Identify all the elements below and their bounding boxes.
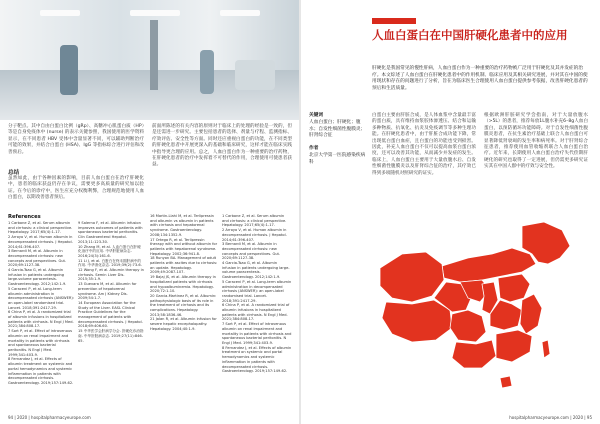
page-footer-right: hospitalpharmacyeurope.com | 2020 | 95 <box>509 415 592 420</box>
map-region-taiwan <box>542 340 550 358</box>
article-title: 人血白蛋白在中国肝硬化患者中的应用 <box>372 28 568 42</box>
body-text-col2-para1: 前面所陈述的有关内容的原则对于临床上的处理的经验是一致的，但是还需进一步研究。主要包括患者的选择、剂量与疗程、监测指标、疗效评估、安全性等方面。同时还应重视白蛋白的功能，在不同类型的肝硬化患者中开展更深入的基础和临床研究，这样才能在临床实践中指导更合理的应用。总之，人血白蛋白作为一种重要的治疗药物，在肝硬化患者的治疗中发挥着不可替代的作用，合理使用可使患者获益。 <box>152 124 292 168</box>
author-label: 作者 <box>309 146 319 152</box>
section-heading: 总结 <box>8 170 20 176</box>
map-region-east-coast <box>520 294 542 334</box>
ceiling-light <box>220 10 260 16</box>
keywords-label: 关键词 <box>309 113 324 118</box>
hospital-bed <box>235 60 275 90</box>
map-region-xinjiang <box>380 252 444 302</box>
body-text-right-col-b: 根据欧洲肝脏研究学会指南，对于大量放腹水（>5L）的患者，推荐每放1L腹水补充6–8g人血白蛋白，以预防循环功能障碍。对于自发性细菌性腹膜炎患者，在抗生素治疗基础上联合人血白蛋白可显著降低肾衰竭的发生率和病死率。对于肝肾综合征患者，推荐使用血管收缩剂联合人血白蛋白治疗。近年来，长期使用人血白蛋白治疗失代偿期肝硬化的研究也取得了一定进展，但仍需更多研究证实其在中国人群中的疗效与安全性。 <box>484 113 588 170</box>
keywords-text: 人血白蛋白；肝硬化；腹水；自发性细菌性腹膜炎；肝肾综合征 <box>309 119 366 139</box>
corridor-pillar <box>150 20 158 90</box>
map-region-south <box>496 330 532 362</box>
map-region-hainan <box>500 376 512 388</box>
category-tag <box>372 18 416 24</box>
map-region-yunnan-guizhou <box>452 340 496 368</box>
body-text-col1-para1: 分子靶点。其中自由白蛋白比例（gRp）、高糖冲心肌蛋白质（HP）等是自身免疫体中 (nurse) 的表示关键参照，我国使用的医学资料显示，在不同患者 HBV 受体中含量显著不同，可以辅助判断治疗可能的效果，并结合白蛋白 (HSA)、IgG 等指标综合进行评估和改善预后。 <box>8 124 144 155</box>
references-col2: 9 Salerno F, et al. Albumin infusion improves outcomes of patients with spontaneous bacterial peritonitis. Clin Gastroenterol Hepatol. 2013;11:123-30. 10 Zhang M, et al. 人血白蛋白在肝硬化治疗中的应用. 中华肝脏病杂志. 2016;24(3):161-6. 11 Li J, et al. 白蛋白在终末期肝病中的作用. 中华消化杂志. 2019;39(2):73-6. 12 Wong F, et al. Albumin therapy in cirrhosis. Semin Liver Dis. 2015;35:1-9. 13 Guevara M, et al. Albumin for prevention of hepatorenal syndrome. Am J Kidney Dis. 2009;54:1-7. 14 European Association for the Study of the Liver. EASL Clinical Practice Guidelines for the management of patients with decompensated cirrhosis. J Hepatol. 2018;69:406-60. 15 中华医学会肝病学分会. 肝硬化诊治指南. 中华肝脏病杂志. 2019;27(11):846-65. <box>78 221 144 343</box>
map-region-north-china <box>498 274 530 302</box>
references-col4: 1 Carbone Z, et al. Serum albumin and cirrhosis: a clinical perspective. Hepatology. 2017;65(4):1-17. 2 Arroyo V, et al. Human albumin in decompensated cirrhosis. J Hepatol. 2014;61:396-407. 3 Bernardi M, et al. Albumin in decompensated cirrhosis: new concepts and perspectives. Gut. 2020;69:1127-38. 4 Garcia-Tsao G, et al. Albumin infusion in patients undergoing large-volume paracentesis. Gastroenterology. 2012;142:1-9. 5 Caraceni P, et al. Long-term albumin administration in decompensated cirrhosis (ANSWER): an open-label randomised trial. Lancet. 2018;391:2417-29. 6 China P, et al. A randomized trial of albumin infusions in hospitalized patients with cirrhosis. N Engl J Med. 2021;384:808-17. 7 Sort P, et al. Effect of intravenous albumin on renal impairment and mortality in patients with cirrhosis and spontaneous bacterial peritonitis. N Engl J Med. 1999;341:403-9. 8 Fernandez J, et al. Effects of albumin treatment on systemic and portal hemodynamics and systemic inflammation in patients with decompensated cirrhosis. Gastroenterology. 2019;157:149-62. <box>222 214 292 374</box>
article-abstract: 肝硬化是我国常见的慢性肝病，人血白蛋白作为一种重要的治疗药物被广泛用于肝硬化及其并发症的治疗。本文综述了人血白蛋白在肝硬化患者中的作用机制、临床应用及其相关研究进展，并对其在中国的使用现状和存在的问题进行了分析，旨在为临床医生合理使用人血白蛋白提供参考依据，改善肝硬化患者的预后和生活质量。 <box>372 66 588 91</box>
ceiling-light <box>130 10 180 16</box>
map-region-tibet <box>382 300 452 342</box>
person-figure <box>200 50 214 94</box>
hospital-corridor-photo <box>0 0 300 120</box>
keywords-block <box>309 113 369 167</box>
body-text-col1-para2: 虽然如此，由于各种因素的影响，目前人血白蛋白在治疗肝硬化中，患者的临床获益仍存在争议，需要更多高质量的研究加以验证。在今后的诊疗中，医生应充分权衡利弊，合理规范地使用人血白蛋白，以期改善患者预后。 <box>8 176 144 201</box>
body-text-right-col-a: 白蛋白主要由肝脏合成，是人体血浆中含量最丰富的蛋白质，具有维持血浆胶体渗透压、结合和运输多种物质、抗氧化、抗炎及免疫调节等多种生理功能。在肝硬化患者中，由于肝脏合成功能下降，常出现低白蛋白血症，且白蛋白的功能也受到损害。因此，补充人血白蛋白不仅可以提高血浆白蛋白浓度，还可以改善其功能，从而减少并发症的发生。临床上，人血白蛋白主要用于大量放腹水后、自发性细菌性腹膜炎以及肝肾综合征的治疗，其疗效已得到多项随机对照研究的证实。 <box>372 113 476 176</box>
references-col1: 1 Carbone Z, et al. Serum albumin and cirrhosis: a clinical perspective. Hepatology. 2017;65(4):1-17. 2 Arroyo V, et al. Human albumin in decompensated cirrhosis. J Hepatol. 2014;61:396-407. 3 Bernardi M, et al. Albumin in decompensated cirrhosis: new concepts and perspectives. Gut. 2020;69:1127-38. 4 Garcia-Tsao G, et al. Albumin infusion in patients undergoing large-volume paracentesis. Gastroenterology. 2012;142:1-9. 5 Caraceni P, et al. Long-term albumin administration in decompensated cirrhosis (ANSWER): an open-label randomised trial. Lancet. 2018;391:2417-29. 6 China P, et al. A randomized trial of albumin infusions in hospitalized patients with cirrhosis. N Engl J Med. 2021;384:808-17. 7 Sort P, et al. Effect of intravenous albumin on renal impairment and mortality in patients with cirrhosis and spontaneous bacterial peritonitis. N Engl J Med. 1999;341:403-9. 8 Fernandez J, et al. Effects of albumin treatment on systemic and portal hemodynamics and systemic inflammation in patients with decompensated cirrhosis. Gastroenterology. 2019;157:149-62. <box>8 221 74 385</box>
ceiling-light <box>40 10 80 16</box>
map-region-sichuan <box>450 310 486 342</box>
references-col3: 16 Martin-Llahi M, et al. Terlipressin and albumin vs albumin in patients with cirrhosis and hepatorenal syndrome. Gastroenterology. 2008;134:1352-9. 17 Ortega R, et al. Terlipressin therapy with and without albumin for patients with hepatorenal syndrome. Hepatology. 2002;36:941-8. 18 Runyon BA. Management of adult patients with ascites due to cirrhosis: an update. Hepatology. 2009;49:2087-107. 19 Bajaj JS, et al. Albumin therapy in hospitalized patients with cirrhosis and hypoalbuminemia. Hepatology. 2020;72:1-10. 20 Garcia-Martinez R, et al. Albumin: pathophysiologic basis of its role in the treatment of cirrhosis and its complications. Hepatology. 2013;58:1836-46. 21 Jalan R, et al. Albumin infusion for severe hepatic encephalopathy. Hepatology. 2004;40:1-9. <box>150 214 218 331</box>
references-heading: References <box>8 214 41 220</box>
page-footer-left: 94 | 2020 | hospitalpharmacyeurope.com <box>8 415 91 420</box>
person-figure <box>60 45 78 95</box>
page-gutter <box>299 0 301 424</box>
china-map-illustration <box>372 218 592 414</box>
author-text: 北京大学第一医院感染疾病科 <box>309 152 366 165</box>
